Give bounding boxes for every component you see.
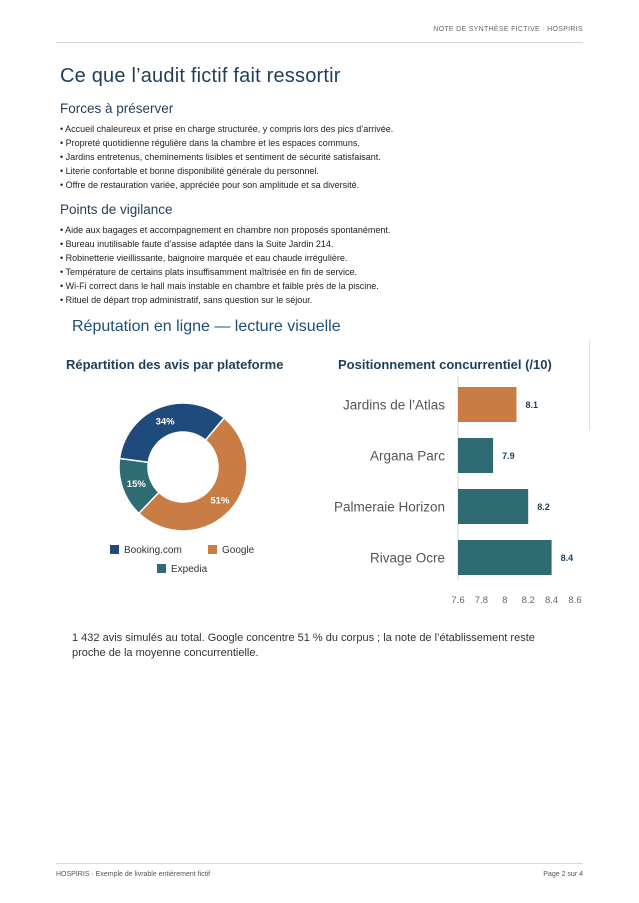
x-tick-label: 8.4 — [544, 595, 559, 606]
list-item: • Robinetterie vieillissante, baignoire marquée et eau chaude irrégulière. — [60, 251, 390, 265]
x-tick-label: 7.8 — [474, 595, 489, 606]
x-tick-label: 8.2 — [521, 595, 535, 606]
donut-slice-label: 51% — [210, 495, 230, 507]
list-item: • Température de certains plats insuffisamment maîtrisée en fin de service. — [60, 265, 390, 279]
category-label: Argana Parc — [369, 448, 445, 464]
legend-swatch — [157, 564, 166, 573]
reputation-heading: Réputation en ligne — lecture visuelle — [72, 318, 341, 335]
category-label: Rivage Ocre — [369, 550, 445, 566]
list-item: • Jardins entretenus, cheminements lisibles et sentiment de sécurité satisfaisant. — [60, 150, 393, 164]
bar-3 — [458, 540, 552, 575]
list-item: • Wi-Fi correct dans le hall mais instable en chambre et faible près de la piscine. — [60, 279, 390, 293]
donut-slice-label: 15% — [126, 478, 146, 490]
footer-divider — [56, 863, 583, 864]
legend-item-expedia: Expedia — [157, 564, 207, 575]
legend-swatch — [110, 545, 119, 554]
list-item: • Bureau inutilisable faute d’assise adaptée dans la Suite Jardin 214. — [60, 237, 390, 251]
legend-swatch — [208, 545, 217, 554]
bar-1 — [458, 438, 493, 473]
list-item: • Accueil chaleureux et prise en charge structurée, y compris lors des pics d’arrivée. — [60, 122, 393, 136]
list-item: • Literie confortable et bonne disponibilité générale du personnel. — [60, 164, 393, 178]
page-title: Ce que l’audit fictif fait ressortir — [60, 65, 341, 87]
bar-value-label: 7.9 — [502, 451, 515, 461]
list-item: • Aide aux bagages et accompagnement en chambre non proposés spontanément. — [60, 223, 390, 237]
side-divider — [589, 340, 590, 430]
vigilance-heading: Points de vigilance — [60, 202, 173, 217]
vigilance-list — [60, 223, 390, 307]
bar-2 — [458, 489, 528, 524]
legend-item-booking: Booking.com — [110, 545, 182, 556]
list-item: • Rituel de départ trop administratif, sans question sur le séjour. — [60, 293, 390, 307]
x-tick-label: 8 — [502, 595, 508, 606]
bar-value-label: 8.4 — [560, 553, 574, 563]
bar-0 — [458, 387, 517, 422]
bar-value-label: 8.2 — [537, 502, 550, 512]
bar-chart-title: Positionnement concurrentiel (/10) — [338, 357, 552, 372]
donut-slice-label: 34% — [155, 416, 175, 428]
list-item: • Offre de restauration variée, appréciée pour son amplitude et sa diversité. — [60, 178, 393, 192]
donut-slice-0 — [120, 403, 225, 462]
category-label: Palmeraie Horizon — [333, 499, 445, 515]
list-item: • Propreté quotidienne régulière dans la chambre et les espaces communs. — [60, 136, 393, 150]
header-divider — [56, 42, 583, 43]
strengths-heading: Forces à préserver — [60, 101, 174, 116]
footer-page-number: Page 2 sur 4 — [543, 871, 583, 878]
donut-chart — [83, 368, 283, 568]
footer-left: HOSPIRIS · Exemple de livrable entièrement fictif — [56, 871, 211, 878]
x-tick-label: 7.6 — [451, 595, 465, 606]
category-label: Jardins de l’Atlas — [342, 397, 445, 413]
strengths-list — [60, 122, 393, 192]
bar-chart — [290, 370, 590, 630]
donut-chart-title: Répartition des avis par plateforme — [66, 357, 284, 372]
summary-text: 1 432 avis simulés au total. Google concentre 51 % du corpus ; la note de l’établissement reste proche de la moyenne concurrentielle. — [72, 632, 535, 659]
page-header: NOTE DE SYNTHÈSE FICTIVE · HOSPIRIS — [433, 26, 583, 33]
bar-value-label: 8.1 — [525, 400, 539, 410]
x-tick-label: 8.6 — [568, 595, 582, 606]
legend-item-google: Google — [208, 545, 254, 556]
